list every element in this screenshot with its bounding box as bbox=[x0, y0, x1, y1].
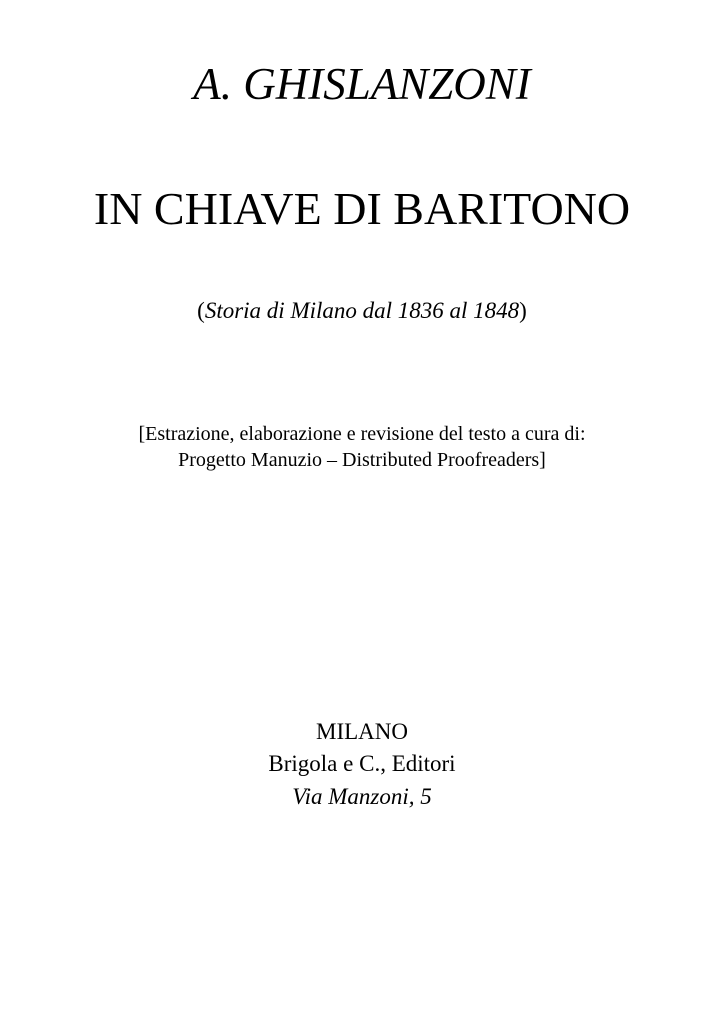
subtitle-open-paren: ( bbox=[197, 298, 205, 323]
imprint-city: MILANO bbox=[316, 719, 408, 744]
credits-line-1: [Estrazione, elaborazione e revisione del testo a cura di: bbox=[138, 423, 586, 445]
book-subtitle bbox=[0, 299, 724, 322]
imprint-address: Via Manzoni, 5 bbox=[292, 784, 432, 809]
imprint-publisher: Brigola e C., Editori bbox=[268, 751, 456, 776]
book-title: IN CHIAVE DI BARITONO bbox=[93, 183, 631, 234]
author-name: A. GHISLANZONI bbox=[193, 59, 531, 109]
credits-line-2: Progetto Manuzio – Distributed Proofreaders] bbox=[178, 449, 546, 471]
subtitle-close-paren: ) bbox=[519, 298, 527, 323]
subtitle-text: Storia di Milano dal 1836 al 1848 bbox=[204, 298, 520, 323]
